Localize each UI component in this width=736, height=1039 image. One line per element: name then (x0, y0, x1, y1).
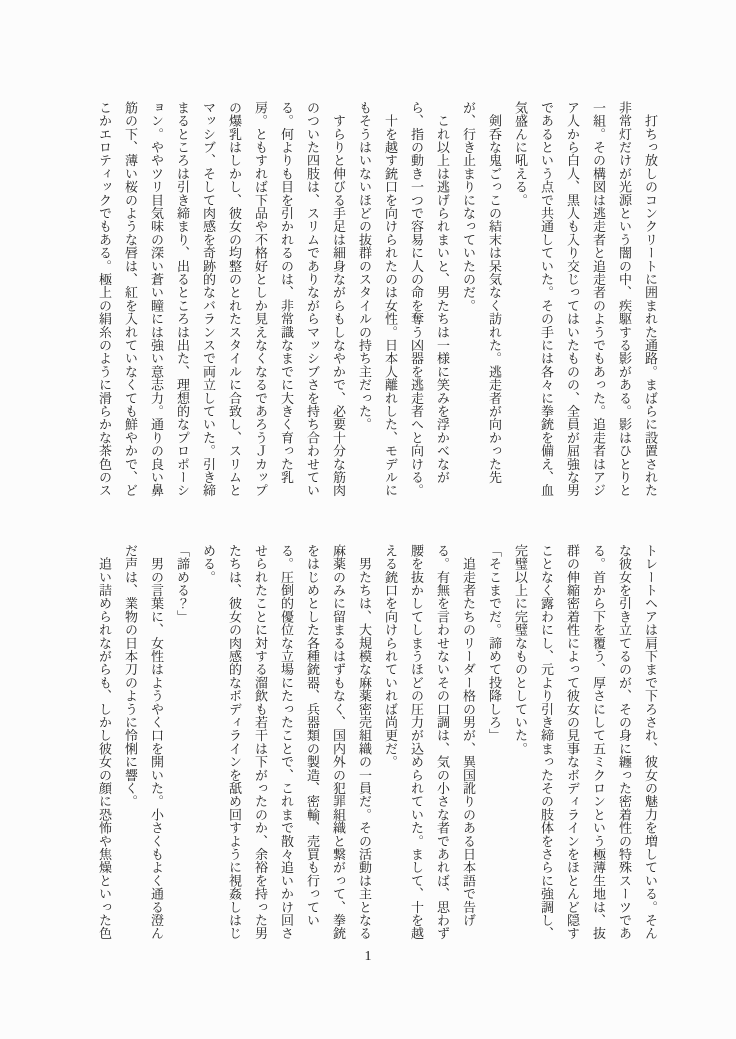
text-line: 房。ともすれば下品や不格好としか見えなくなるであろうＪカップ (253, 101, 268, 497)
text-line: せられたことに対する溜飲も若干は下がったのか、余裕を持った男 (253, 544, 268, 940)
text-line: が、行き止まりになっていたのだ。 (461, 101, 476, 313)
text-line: たちは、彼女の肉感的なボディラインを舐め回すように視姦しはじ (227, 544, 242, 940)
text-line: マッシブ、そして肉感を奇跡的なバランスで両立していた。引き締 (201, 101, 216, 497)
text-line: 「そこまでだ。諦めて投降しろ」 (487, 544, 502, 742)
text-line: 群の伸縮密着性によって彼女の見事なボディラインをほとんど隠す (565, 544, 580, 940)
page-number: 1 (364, 949, 372, 964)
text-line: 追走者たちのリーダー格の男が、異国訛りのある日本語で告げ (461, 544, 476, 927)
text-line: の爆乳はしかし、彼女の均整のとれたスタイルに合致し、スリムと (227, 101, 242, 497)
text-line: る。何よりも目を引かれるのは、非常識なまでに大きく育った乳 (279, 101, 294, 484)
text-line: トレートヘアは肩下まで下ろされ、彼女の魅力を増している。そん (643, 544, 658, 940)
text-line: 一組。その構図は逃走者と追走者のようでもあった。追走者はアジ (591, 101, 606, 497)
text-line: こかエロティックでもある。極上の絹糸のように滑らかな茶色のス (97, 101, 112, 497)
text-line: める。 (201, 544, 216, 584)
text-line: 男の言葉に、女性はようやく口を開いた。小さくもよく通る澄ん (149, 544, 164, 940)
text-line: る。有無を言わせないその口調は、気の小さな者であれば、思わず (435, 544, 450, 940)
text-line: のついた四肢は、スリムでありながらマッシブさを持ち合わせてい (305, 101, 320, 497)
text-line: 気盛んに吼える。 (513, 101, 528, 207)
text-line: 十を越す銃口を向けられたのは女性。日本人離れした、モデルに (383, 101, 398, 497)
text-line: ことなく露わにし、元より引き締まったその肢体をさらに強調し、 (539, 544, 554, 940)
text-line: 完璧以上に完璧なものとしていた。 (513, 544, 528, 756)
text-line: る。首から下を覆う、厚さにして五ミクロンという極薄生地は、抜 (591, 544, 606, 940)
text-line: すらりと伸びる手足は細身ながらもしなやかで、必要十分な筋肉 (331, 101, 346, 497)
text-line: 男たちは、大規模な麻薬密売組織の一員だ。その活動は主となる (357, 544, 372, 940)
text-line: これ以上は逃げられまいと、男たちは一様に笑みを浮かべなが (435, 101, 450, 484)
text-line: ョン。ややツリ目気味の深い蒼い瞳には強い意志力。通りの良い鼻 (149, 101, 164, 497)
text-line: 腰を抜かしてしまうほどの圧力が込められていた。まして、十を越 (409, 544, 424, 940)
text-line: まるところは引き締まり、出るところは出た、理想的なプロポーシ (175, 101, 190, 497)
text-line: ア人から白人、黒人も入り交じってはいたものの、全員が屈強な男 (565, 101, 580, 497)
text-line: 「諦める？」 (175, 544, 190, 624)
text-line: ら、指の動き一つで容易に人の命を奪う凶器を逃走者へと向ける。 (409, 101, 424, 497)
text-line: 追い詰められながらも、しかし彼女の顔に恐怖や焦燥といった色 (97, 544, 112, 940)
upper-text-block (89, 101, 663, 505)
text-line: をはじめとした各種銃器、兵器類の製造、密輸、売買も行ってい (305, 544, 320, 927)
text-line: 打ちっ放しのコンクリートに囲まれた通路。まばらに設置された (643, 101, 658, 497)
text-line: 筋の下、薄い桜のような唇は、紅を入れていなくても鮮やかで、ど (123, 101, 138, 497)
text-line: だ声は、業物の日本刀のように怜悧に響く。 (123, 544, 138, 808)
text-line: もそうはいないほどの抜群のスタイルの持ち主だった。 (357, 101, 372, 431)
text-line: る。圧倒的優位な立場にたったことで、これまで散々追いかけ回さ (279, 544, 294, 940)
text-line: な彼女を引き立てるのが、その身に纏った密着性の特殊スーツであ (617, 544, 632, 940)
lower-text-block (89, 544, 663, 948)
text-line: 非常灯だけが光源という闇の中、疾駆する影がある。影はひとりと (617, 101, 632, 497)
text-line: であるという点で共通していた。その手には各々に拳銃を備え、血 (539, 101, 554, 497)
text-line: 麻薬のみに留まるはずもなく、国内外の犯罪組織と繋がって、拳銃 (331, 544, 346, 940)
text-line: 剣呑な鬼ごっこの結末は呆気なく訪れた。逃走者が向かった先 (487, 101, 502, 484)
text-line: える銃口を向けられていれば尚更だ。 (383, 544, 398, 769)
